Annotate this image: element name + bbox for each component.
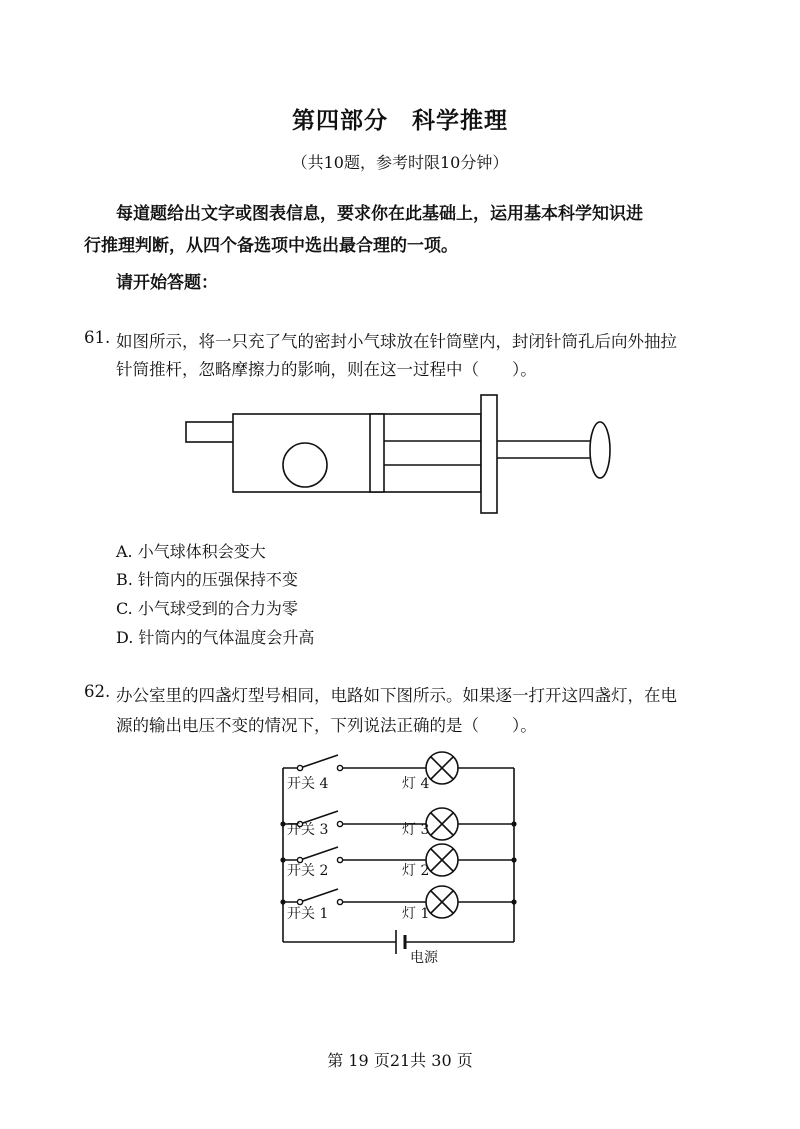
- syringe-diagram: [0, 380, 800, 520]
- switch-label-4: 开关 4: [287, 776, 329, 792]
- start-prompt: 请开始答题：: [116, 273, 218, 293]
- q61-option-b: B. 针筒内的压强保持不变: [116, 570, 298, 589]
- lamp-label-4: 灯 4: [402, 776, 430, 792]
- q61-text-line-1: 如图所示，将一只充了气的密封小气球放在针筒壁内，封闭针筒孔后向外抽拉: [116, 332, 677, 351]
- q61-option-a: A. 小气球体积会变大: [116, 542, 266, 561]
- section-subtitle: （共10题，参考时限10分钟）: [291, 153, 509, 172]
- q61-text-line-2: 针筒推杆，忽略摩擦力的影响，则在这一过程中（ ）。: [116, 360, 537, 379]
- syringe-barrel: [233, 414, 481, 492]
- q62-text-line-2: 源的输出电压不变的情况下，下列说法正确的是（ ）。: [116, 716, 537, 735]
- q61-option-c: C. 小气球受到的合力为零: [116, 599, 298, 618]
- switch-2-blade: [300, 847, 338, 860]
- plunger-head: [370, 414, 384, 492]
- switch-4-blade: [300, 755, 338, 768]
- balloon: [283, 443, 327, 487]
- q61-option-d: D. 针筒内的气体温度会升高: [116, 628, 315, 647]
- q62-text-line-1: 办公室里的四盏灯型号相同，电路如下图所示。如果逐一打开这四盏灯，在电: [116, 686, 677, 705]
- q62-number: 62.: [84, 682, 111, 701]
- circuit-diagram: [0, 750, 800, 980]
- page-footer: 第 19 页21共 30 页: [327, 1051, 473, 1070]
- lamp-label-3: 灯 3: [402, 822, 430, 838]
- power-label: 电源: [410, 950, 438, 966]
- switch-label-2: 开关 2: [287, 863, 329, 879]
- switch-label-1: 开关 1: [287, 906, 329, 922]
- switch-1-blade: [300, 889, 338, 902]
- syringe-nozzle: [186, 422, 234, 442]
- q61-number: 61.: [84, 328, 111, 347]
- barrel-flange: [481, 395, 497, 513]
- plunger-handle: [590, 422, 610, 478]
- section-title: 第四部分 科学推理: [292, 108, 508, 134]
- lamp-label-1: 灯 1: [402, 906, 430, 922]
- switch-label-3: 开关 3: [287, 822, 329, 838]
- instruction-line-1: 每道题给出文字或图表信息，要求你在此基础上，运用基本科学知识进: [116, 204, 643, 224]
- lamp-label-2: 灯 2: [402, 863, 430, 879]
- instruction-line-2: 行推理判断，从四个备选项中选出最合理的一项。: [84, 236, 458, 256]
